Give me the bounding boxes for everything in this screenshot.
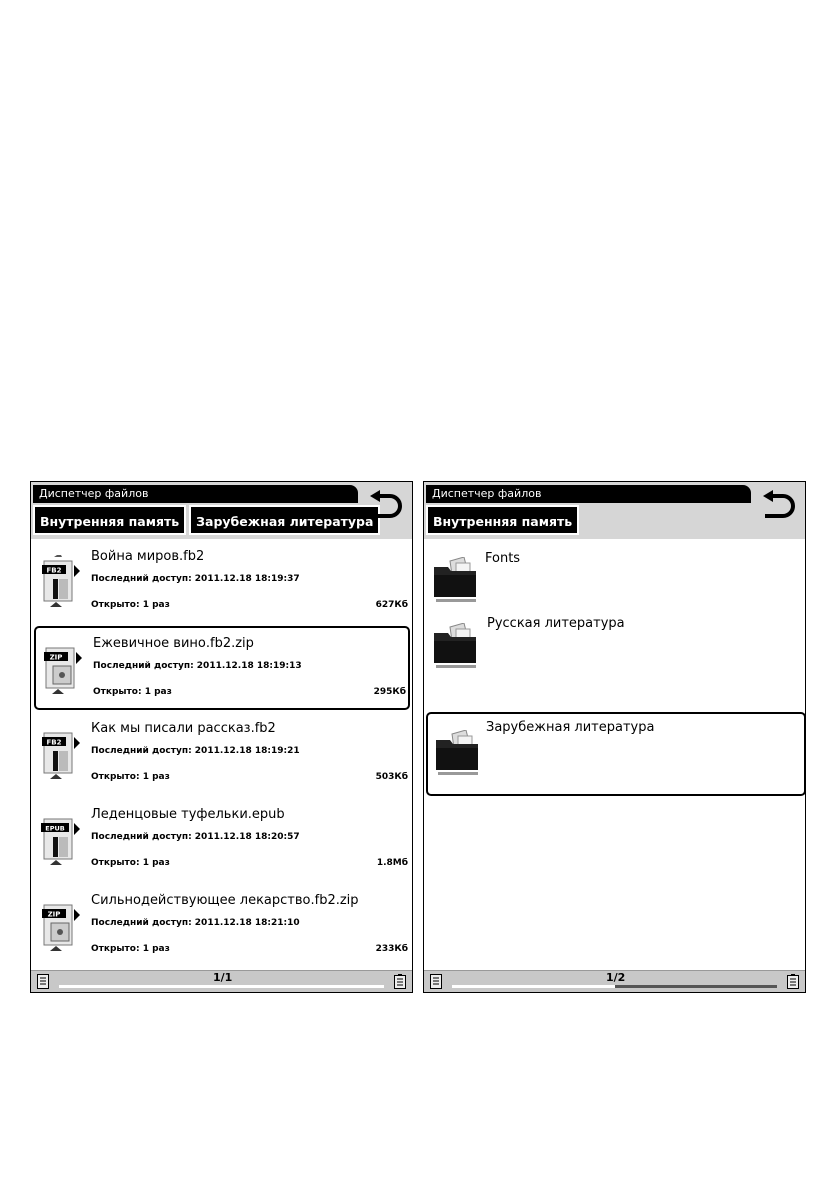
- pager-bar: [31, 970, 412, 992]
- file-row-4[interactable]: [34, 885, 410, 969]
- zip-file-icon: [42, 642, 82, 694]
- menu-icon[interactable]: [37, 974, 49, 989]
- file-size: 233Кб: [375, 944, 408, 954]
- page-indicator: 1/2: [606, 971, 626, 984]
- breadcrumb: [33, 505, 380, 535]
- file-size: 627Кб: [375, 600, 408, 610]
- epub-file-icon: [40, 813, 80, 865]
- folder-name: Зарубежная литература: [486, 720, 655, 735]
- last-access: Последний доступ: 2011.12.18 18:19:21: [91, 746, 300, 756]
- file-row-0[interactable]: [34, 541, 410, 625]
- page-progress-track[interactable]: [452, 985, 777, 988]
- folder-name: Русская литература: [487, 616, 625, 631]
- file-row-3[interactable]: [34, 799, 410, 883]
- zip-file-icon: [40, 899, 80, 951]
- page-indicator: 1/1: [213, 971, 233, 984]
- fb2-file-icon: [40, 727, 80, 779]
- open-count: Открыто: 1 раз: [91, 772, 170, 782]
- file-size: 503Кб: [375, 772, 408, 782]
- window-title: Диспетчер файлов: [33, 485, 358, 503]
- svg-text:FB2: FB2: [46, 566, 62, 575]
- folder-icon: [432, 623, 478, 669]
- open-count: Открыто: 1 раз: [91, 600, 170, 610]
- back-arrow-icon[interactable]: [366, 490, 404, 524]
- header: [424, 482, 805, 539]
- file-row-1[interactable]: [34, 626, 410, 710]
- file-size: 1.8Мб: [376, 858, 408, 868]
- battery-icon: [787, 974, 799, 989]
- file-size: 295Кб: [373, 687, 406, 697]
- svg-text:EPUB: EPUB: [45, 824, 65, 833]
- file-name: Сильнодействующее лекарство.fb2.zip: [91, 893, 359, 908]
- page-progress-track[interactable]: [59, 985, 384, 988]
- file-name: Ежевичное вино.fb2.zip: [93, 636, 254, 651]
- svg-text:ZIP: ZIP: [49, 653, 63, 662]
- last-access: Последний доступ: 2011.12.18 18:20:57: [91, 832, 300, 842]
- pager-bar: [424, 970, 805, 992]
- svg-text:FB2: FB2: [46, 738, 62, 747]
- folder-row-1[interactable]: [426, 611, 806, 695]
- folder-icon: [432, 557, 478, 603]
- file-name: Война миров.fb2: [91, 549, 205, 564]
- last-access: Последний доступ: 2011.12.18 18:19:37: [91, 574, 300, 584]
- file-manager-screen-left: [30, 481, 413, 993]
- back-arrow-icon[interactable]: [759, 490, 797, 524]
- page-progress-fill: [59, 985, 384, 988]
- file-name: Как мы писали рассказ.fb2: [91, 721, 276, 736]
- breadcrumb-internal-memory[interactable]: Внутренняя память: [33, 505, 186, 535]
- file-name: Леденцовые туфельки.epub: [91, 807, 285, 822]
- folder-row-2[interactable]: [426, 712, 806, 796]
- menu-icon[interactable]: [430, 974, 442, 989]
- folder-icon: [434, 730, 480, 776]
- breadcrumb-internal-memory[interactable]: Внутренняя память: [426, 505, 579, 535]
- breadcrumb: [426, 505, 579, 535]
- last-access: Последний доступ: 2011.12.18 18:19:13: [93, 661, 302, 671]
- page-progress-fill: [452, 985, 615, 988]
- battery-icon: [394, 974, 406, 989]
- window-title: Диспетчер файлов: [426, 485, 751, 503]
- open-count: Открыто: 1 раз: [91, 944, 170, 954]
- breadcrumb-foreign-literature[interactable]: Зарубежная литература: [189, 505, 380, 535]
- folder-name: Fonts: [485, 551, 521, 566]
- file-manager-screen-right: [423, 481, 806, 993]
- open-count: Открыто: 1 раз: [91, 858, 170, 868]
- open-count: Открыто: 1 раз: [93, 687, 172, 697]
- fb2-file-icon: [40, 555, 80, 607]
- svg-text:ZIP: ZIP: [47, 910, 61, 919]
- header: [31, 482, 412, 539]
- file-row-2[interactable]: [34, 713, 410, 797]
- last-access: Последний доступ: 2011.12.18 18:21:10: [91, 918, 300, 928]
